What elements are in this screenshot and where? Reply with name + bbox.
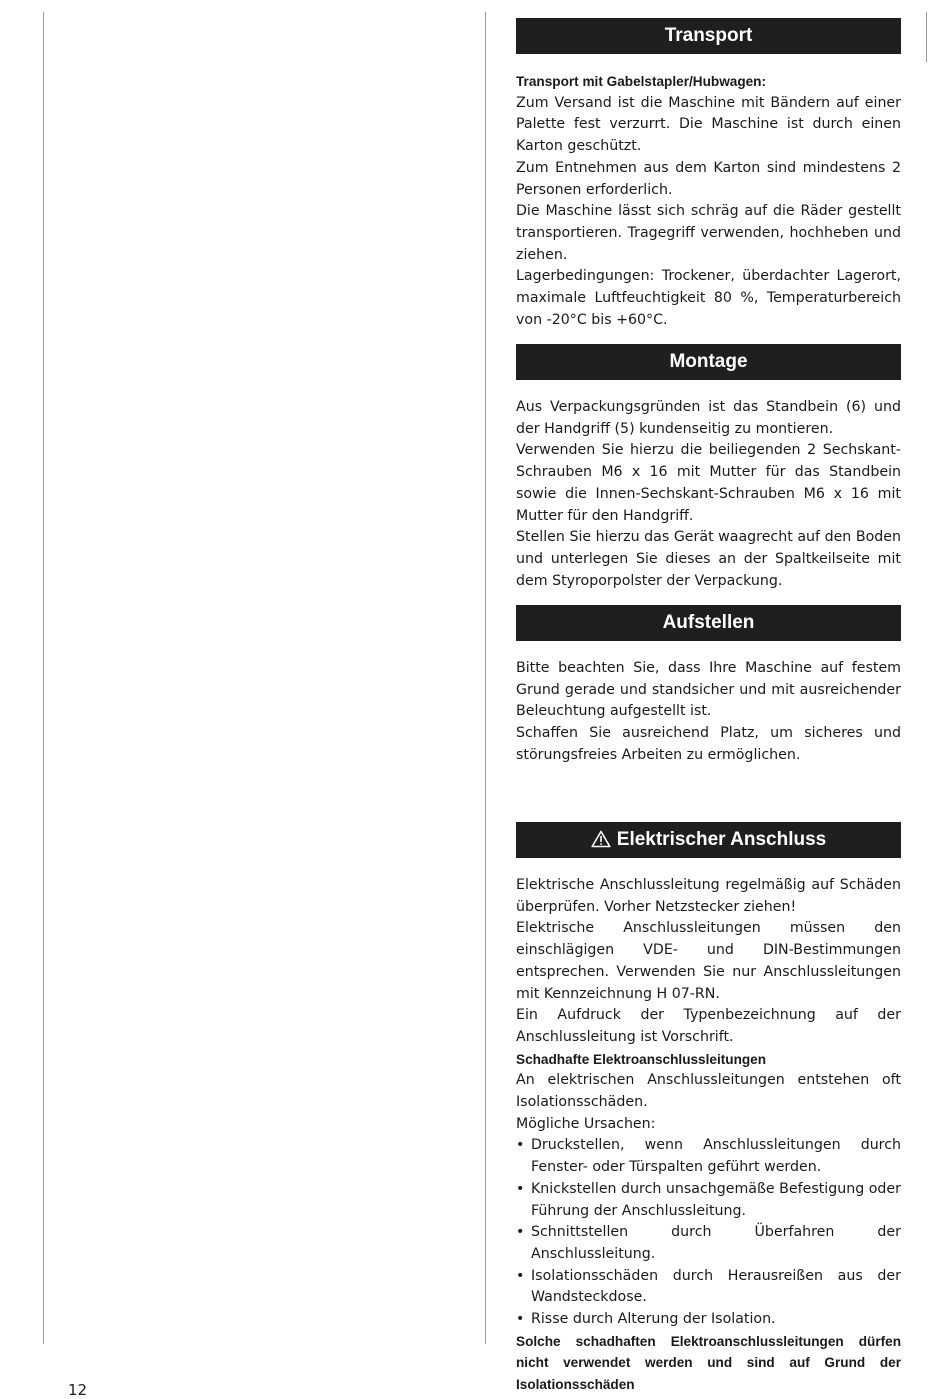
right-margin-rule xyxy=(926,12,927,62)
center-column-rule xyxy=(485,12,486,1344)
paragraph: Verwenden Sie hierzu die beiliegenden 2 Sechskant-Schrauben M6 x 16 mit Mutter für das Standbein sowie die Innen-Sechskant-Schrauben M6 x 16 mit Mutter für den Handgriff. xyxy=(516,442,901,524)
section-montage-body xyxy=(516,397,901,592)
heading-aufstellen xyxy=(516,605,901,641)
heading-transport xyxy=(516,18,901,54)
paragraph: Lagerbedingungen: Trockener, überdachter Lagerort, maximale Luftfeuchtigkeit 80 %, Temperaturbereich von -20°C bis +60°C. xyxy=(516,268,901,328)
paragraph: Aus Verpackungsgründen ist das Standbein (6) und der Handgriff (5) kundenseitig zu montieren. xyxy=(516,399,901,437)
elektrisch-subheading: Schadhafte Elektroanschlussleitungen xyxy=(516,1051,767,1067)
paragraph: Elektrische Anschlussleitung regelmäßig auf Schäden überprüfen. Vorher Netzstecker ziehen! xyxy=(516,877,901,915)
bullet-item: • Risse durch Alterung der Isolation. xyxy=(516,1309,901,1331)
transport-subheading: Transport mit Gabelstapler/Hubwagen: xyxy=(516,74,767,89)
heading-montage-text: Montage xyxy=(669,351,748,372)
paragraph: Ein Aufdruck der Typenbezeichnung auf der Anschlussleitung ist Vorschrift. xyxy=(516,1007,901,1045)
page-number: 12 xyxy=(68,1381,88,1399)
paragraph: An elektrischen Anschlussleitungen entstehen oft Isolationsschäden. xyxy=(516,1072,901,1111)
paragraph: Schaffen Sie ausreichend Platz, um sicheres und störungsfreies Arbeiten zu ermöglichen. xyxy=(516,725,901,763)
bullet-item: • Druckstellen, wenn Anschlussleitungen durch Fenster- oder Türspalten geführt werden. xyxy=(516,1135,901,1178)
section-elektrisch-body xyxy=(516,875,901,1396)
paragraph: Zum Versand ist die Maschine mit Bändern auf einer Palette fest verzurrt. Die Maschine ist durch einen Karton geschützt. xyxy=(516,94,901,155)
bullet-item: • Schnittstellen durch Überfahren der Anschlussleitung. xyxy=(516,1222,901,1265)
bullet-item: • Isolationsschäden durch Herausreißen aus der Wandsteckdose. xyxy=(516,1266,901,1309)
closing-warning: Solche schadhaften Elektroanschlussleitungen dürfen nicht verwendet werden und sind auf Grund der Isolationsschäden xyxy=(516,1333,901,1393)
bullet-item: • Knickstellen durch unsachgemäße Befestigung oder Führung der Anschlussleitung. xyxy=(516,1179,901,1222)
heading-elektrischer-anschluss-text: Elektrischer Anschluss xyxy=(616,829,827,850)
heading-aufstellen-text: Aufstellen xyxy=(662,612,755,633)
heading-elektrischer-anschluss xyxy=(516,822,901,858)
paragraph: Elektrische Anschlussleitungen müssen den einschlägigen VDE- und DIN-Bestimmungen entsprechen. Verwenden Sie nur Anschlussleitungen mit Kennzeichnung H 07-RN. xyxy=(516,920,901,1002)
left-margin-rule xyxy=(43,12,44,1344)
paragraph: Bitte beachten Sie, dass Ihre Maschine auf festem Grund gerade und standsicher und mit ausreichender Beleuchtung aufgestellt ist. xyxy=(516,660,901,720)
heading-montage xyxy=(516,344,901,380)
warning-triangle-icon xyxy=(591,825,611,861)
heading-transport-text: Transport xyxy=(664,25,753,46)
paragraph: Mögliche Ursachen: xyxy=(516,1115,656,1132)
paragraph: Stellen Sie hierzu das Gerät waagrecht auf den Boden und unterlegen Sie dieses an der Spaltkeilseite mit dem Styroporpolster der Verpackung. xyxy=(516,529,901,589)
paragraph: Die Maschine lässt sich schräg auf die Räder gestellt transportieren. Tragegriff verwenden, hochheben und ziehen. xyxy=(516,203,901,263)
paragraph: Zum Entnehmen aus dem Karton sind mindestens 2 Personen erforderlich. xyxy=(516,159,901,198)
section-transport-body xyxy=(516,71,901,331)
section-aufstellen-body xyxy=(516,658,901,767)
